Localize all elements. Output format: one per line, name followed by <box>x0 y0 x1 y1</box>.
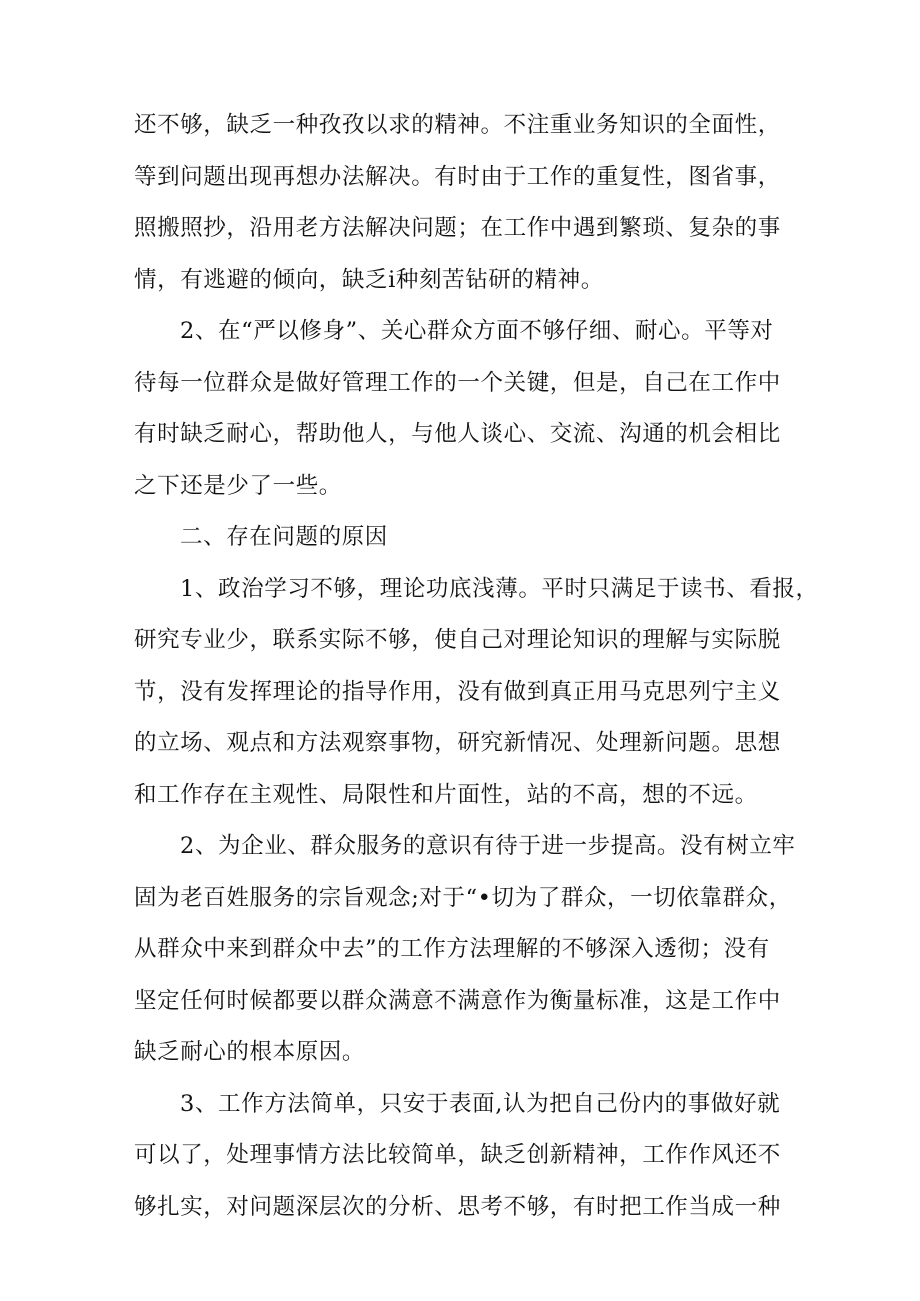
paragraph-start-line: 2、在“严以修身”、关心群众方面不够仔细、耐心。平等对 <box>180 318 774 344</box>
text-line: 缺乏耐心的根本原因。 <box>134 1039 366 1065</box>
text-line: 还不够，缺乏一种孜孜以求的精神。不注重业务知识的全面性， <box>134 112 781 138</box>
paragraph-start-line: 3、工作方法简单，只安于表面,认为把自己份内的事做好就 <box>180 1090 781 1117</box>
paragraph-start-line: 1、政治学习不够，理论功底浅薄。平时只满足于读书、看报， <box>180 575 819 602</box>
text-line: 节，没有发挥理论的指导作用，没有做到真正用马克思列宁主义 <box>134 678 781 705</box>
text-line: 坚定任何时候都要以群众满意不满意作为衡量标准，这是工作中 <box>134 987 781 1014</box>
text-line: 可以了，处理事情方法比较简单，缺乏创新精神，工作作风还不 <box>134 1142 781 1168</box>
text-line: 固为老百姓服务的宗旨观念;对于“•切为了群众，一切依靠群众， <box>134 884 792 911</box>
paragraph-start-line: 2、为企业、群众服务的意识有待于进一步提高。没有树立牢 <box>180 833 796 859</box>
text-line: 研究专业少，联系实际不够，使自己对理论知识的理解与实际脱 <box>134 627 781 653</box>
section-heading: 二、存在问题的原因 <box>180 524 388 550</box>
text-line: 待每一位群众是做好管理工作的一个关键，但是，自己在工作中 <box>134 369 781 396</box>
text-line: 够扎实，对问题深层次的分析、思考不够，有时把工作当成一种 <box>134 1193 781 1220</box>
text-line: 的立场、观点和方法观察事物，研究新情况、处理新问题。思想 <box>134 730 781 756</box>
text-line: 有时缺乏耐心，帮助他人，与他人谈心、交流、沟通的机会相比 <box>134 421 781 447</box>
text-line: 和工作存在主观性、局限性和片面性，站的不高，想的不远。 <box>134 781 758 808</box>
body-text <box>134 100 819 1233</box>
text-line: 照搬照抄，沿用老方法解决问题；在工作中遇到繁琐、复杂的事 <box>134 215 781 241</box>
text-line: 等到问题出现再想办法解决。有时由于工作的重复性，图省事， <box>134 163 781 190</box>
text-line: 从群众中来到群众中去”的工作方法理解的不够深入透彻；没有 <box>134 936 770 962</box>
text-line: 之下还是少了一些。 <box>134 472 342 499</box>
text-line: 情，有逃避的倾向，缺乏i种刻苦钻研的精神。 <box>134 266 604 293</box>
